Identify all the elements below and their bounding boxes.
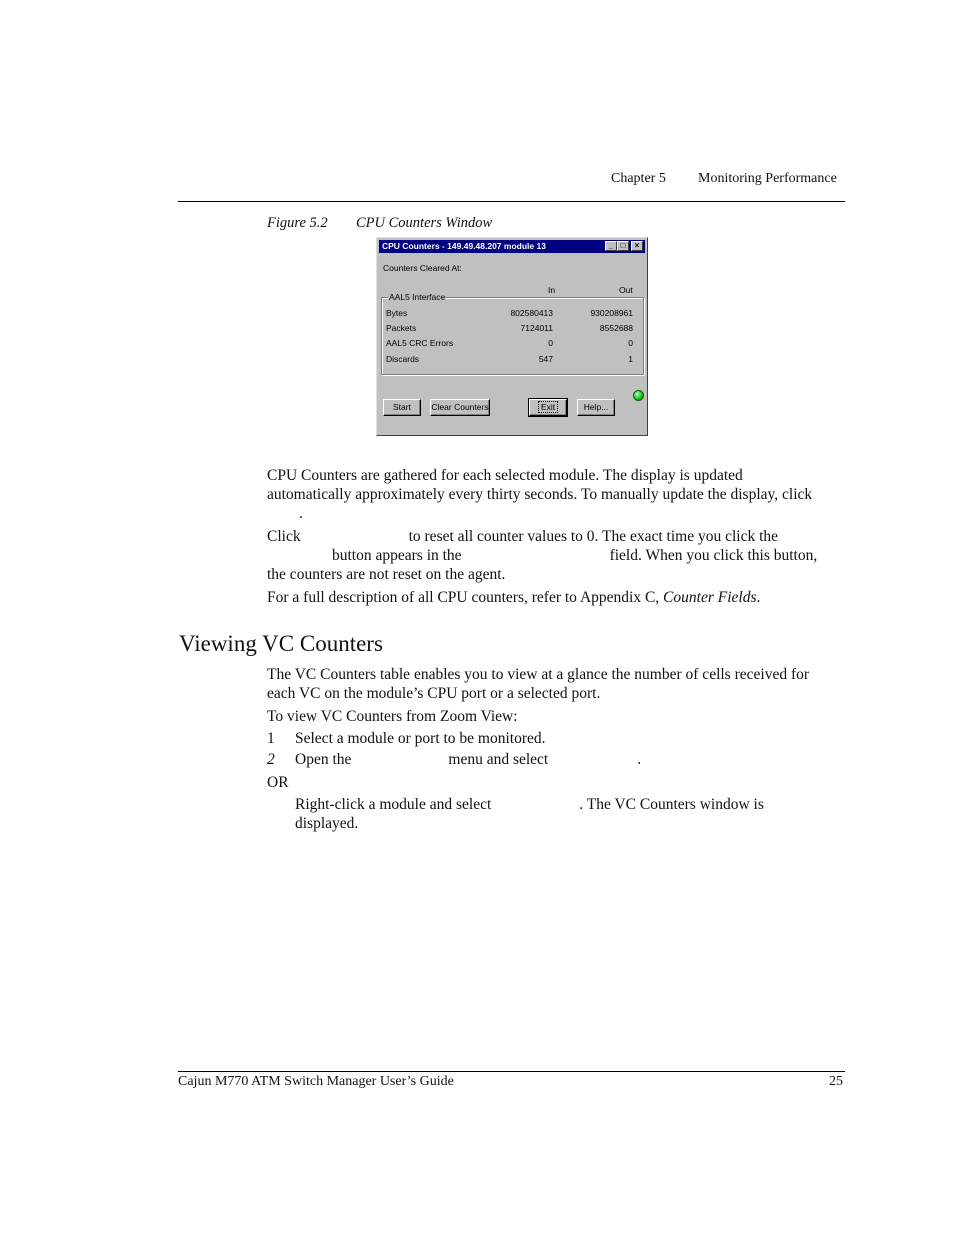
row-out-value: 930208961 [590, 308, 633, 318]
figure-title: CPU Counters Window [356, 215, 493, 231]
row-label: Bytes [386, 308, 408, 318]
counter-fields-reference: Counter Fields [663, 589, 757, 606]
status-led-icon [633, 390, 644, 401]
counters-cleared-label: Counters Cleared At: [383, 263, 462, 273]
header-section: Monitoring Performance [698, 171, 837, 186]
table-row [386, 354, 639, 366]
paragraph-right-click: Right-click a module and select . The VC Counters window is displayed. [295, 796, 764, 832]
row-out-value: 0 [628, 338, 633, 348]
row-in-value: 802580413 [510, 308, 553, 318]
help-button[interactable]: Help... [577, 399, 615, 416]
minimize-button[interactable] [605, 241, 617, 251]
paragraph-to-view: To view VC Counters from Zoom View: [267, 708, 518, 725]
paragraph-clear-counters: Click to reset all counter values to 0. The exact time you click the button appears in the field. When you click this button, the counters are not reset on the agent. [267, 528, 818, 583]
row-in-value: 0 [548, 338, 553, 348]
minimize-icon: _ [608, 241, 614, 250]
footer-title: Cajun M770 ATM Switch Manager User’s Guide [178, 1074, 454, 1089]
paragraph-full-description: For a full description of all CPU counters, refer to Appendix C, Counter Fields. [267, 589, 761, 606]
maximize-button[interactable] [617, 241, 629, 251]
table-row [386, 308, 639, 320]
column-out-header: Out [619, 285, 633, 295]
list-item: 1 Select a module or port to be monitored. [267, 730, 546, 747]
table-row [386, 323, 639, 335]
exit-button[interactable]: Exit [529, 399, 567, 416]
maximize-icon: □ [620, 241, 626, 250]
window-title: CPU Counters - 149.49.48.207 module 13 [382, 241, 546, 251]
list-item: 2 Open the menu and select . [267, 751, 642, 768]
header-chapter: Chapter 5 [611, 171, 666, 186]
start-button[interactable]: Start [383, 399, 421, 416]
table-row [386, 338, 639, 350]
close-button[interactable] [631, 241, 643, 251]
row-label: Discards [386, 354, 420, 364]
window-titlebar [379, 240, 645, 253]
row-out-value: 1 [628, 354, 633, 364]
row-label: AAL5 CRC Errors [386, 338, 454, 348]
footer-rule [178, 1071, 845, 1072]
row-out-value: 8552688 [599, 323, 633, 333]
page-number: 25 [829, 1074, 843, 1089]
close-icon: × [634, 241, 640, 250]
clear-counters-button[interactable]: Clear Counters [430, 399, 490, 416]
aal5-interface-group [381, 292, 644, 375]
figure-number: Figure 5.2 [267, 215, 328, 231]
or-label: OR [267, 774, 289, 791]
row-in-value: 547 [538, 354, 553, 364]
paragraph-vc-counters: The VC Counters table enables you to view at a glance the number of cells received for each VC on the module’s CPU port or a selected port. [267, 666, 810, 702]
column-in-header: In [548, 285, 556, 295]
cpu-counters-window [376, 237, 648, 436]
row-label: Packets [386, 323, 417, 333]
header-rule [178, 201, 845, 202]
paragraph-cpu-counters: CPU Counters are gathered for each selected module. The display is updated automatically approximately every thirty seconds. To manually update the display, click . [267, 467, 813, 522]
section-heading: Viewing VC Counters [179, 631, 383, 656]
row-in-value: 7124011 [520, 323, 553, 333]
group-title: AAL5 Interface [389, 292, 446, 302]
